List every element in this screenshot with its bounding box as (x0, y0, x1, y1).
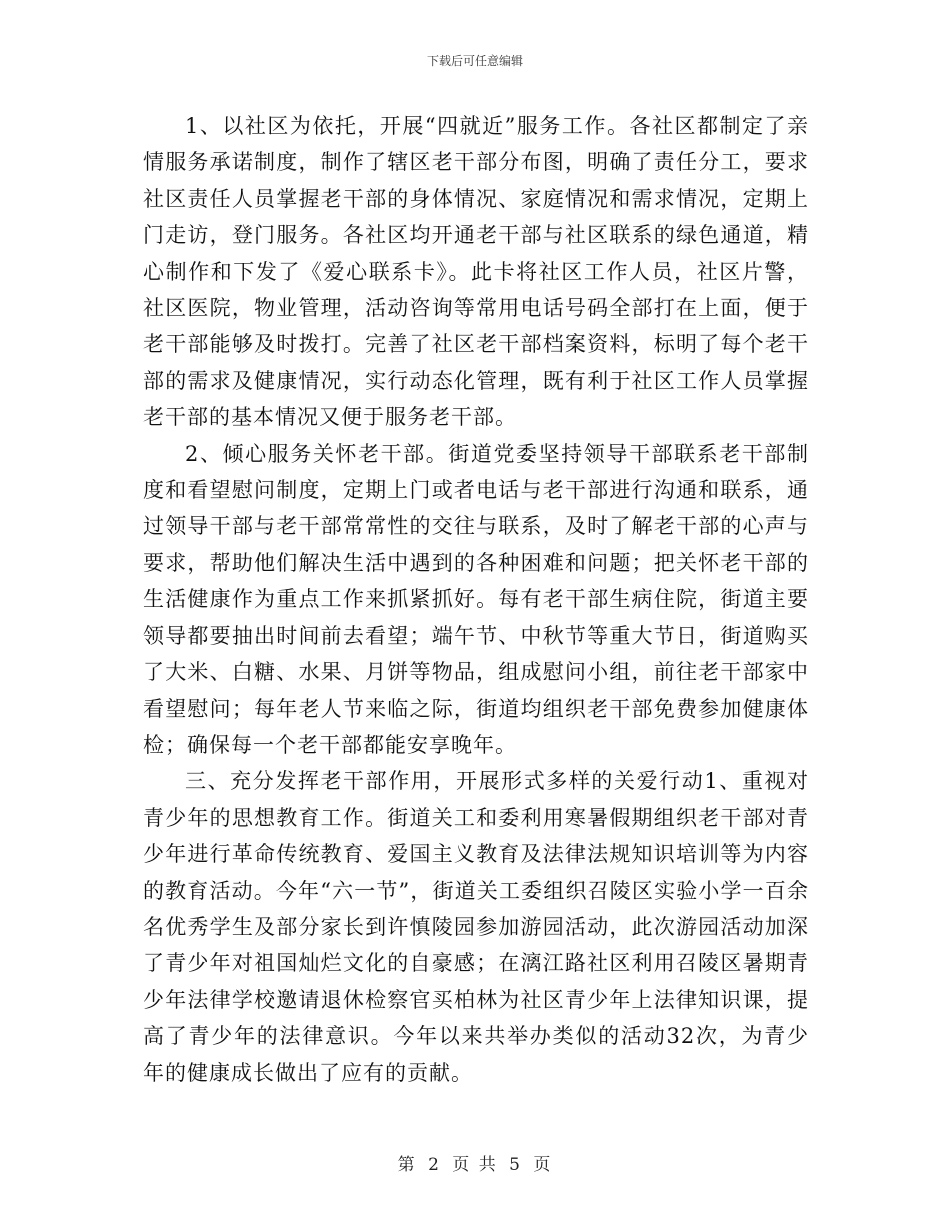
footer-suffix: 页 (533, 1155, 553, 1175)
document-body (143, 108, 809, 1091)
paragraph-2: 2、倾心服务关怀老干部。街道党委坚持领导干部联系老干部制度和看望慰问制度，定期上门或者电话与老干部进行沟通和联系，通过领导干部与老干部常常性的交往与联系，及时了解老干部的心声与要求，帮助他们解决生活中遇到的各种困难和问题；把关怀老干部的生活健康作为重点工作来抓紧抓好。每有老干部生病住院，街道主要领导都要抽出时间前去看望；端午节、中秋节等重大节日，街道购买了大米、白糖、水果、月饼等物品，组成慰问小组，前往老干部家中看望慰问；每年老人节来临之际，街道均组织老干部免费参加健康体检；确保每一个老干部都能安享晚年。 (143, 441, 809, 757)
footer-current-page: 2 (428, 1155, 441, 1175)
paragraph-1: 1、以社区为依托，开展“四就近”服务工作。各社区都制定了亲情服务承诺制度，制作了辖区老干部分布图，明确了责任分工，要求社区责任人员掌握老干部的身体情况、家庭情况和需求情况，定期上门走访，登门服务。各社区均开通老干部与社区联系的绿色通道，精心制作和下发了《爱心联系卡》。此卡将社区工作人员，社区片警，社区医院，物业管理，活动咨询等常用电话号码全部打在上面，便于老干部能够及时拨打。完善了社区老干部档案资料，标明了每个老干部的需求及健康情况，实行动态化管理，既有利于社区工作人员掌握老干部的基本情况又便于服务老干部。 (143, 114, 809, 430)
page-header: 下载后可任意编辑 (426, 54, 523, 68)
page-footer (0, 1150, 950, 1175)
footer-middle: 页 共 (452, 1155, 498, 1175)
footer-prefix: 第 (397, 1155, 417, 1175)
footer-total-pages: 5 (509, 1155, 522, 1175)
paragraph-3: 三、充分发挥老干部作用，开展形式多样的关爱行动1、重视对青少年的思想教育工作。街道关工和委利用寒暑假期组织老干部对青少年进行革命传统教育、爱国主义教育及法律法规知识培训等为内容的教育活动。今年“六一节”，街道关工委组织召陵区实验小学一百余名优秀学生及部分家长到许慎陵园参加游园活动，此次游园活动加深了青少年对祖国灿烂文化的自豪感；在漓江路社区利用召陵区暑期青少年法律学校邀请退休检察官买柏林为社区青少年上法律知识课，提高了青少年的法律意识。今年以来共举办类似的活动32次，为青少年的健康成长做出了应有的贡献。 (143, 769, 809, 1085)
